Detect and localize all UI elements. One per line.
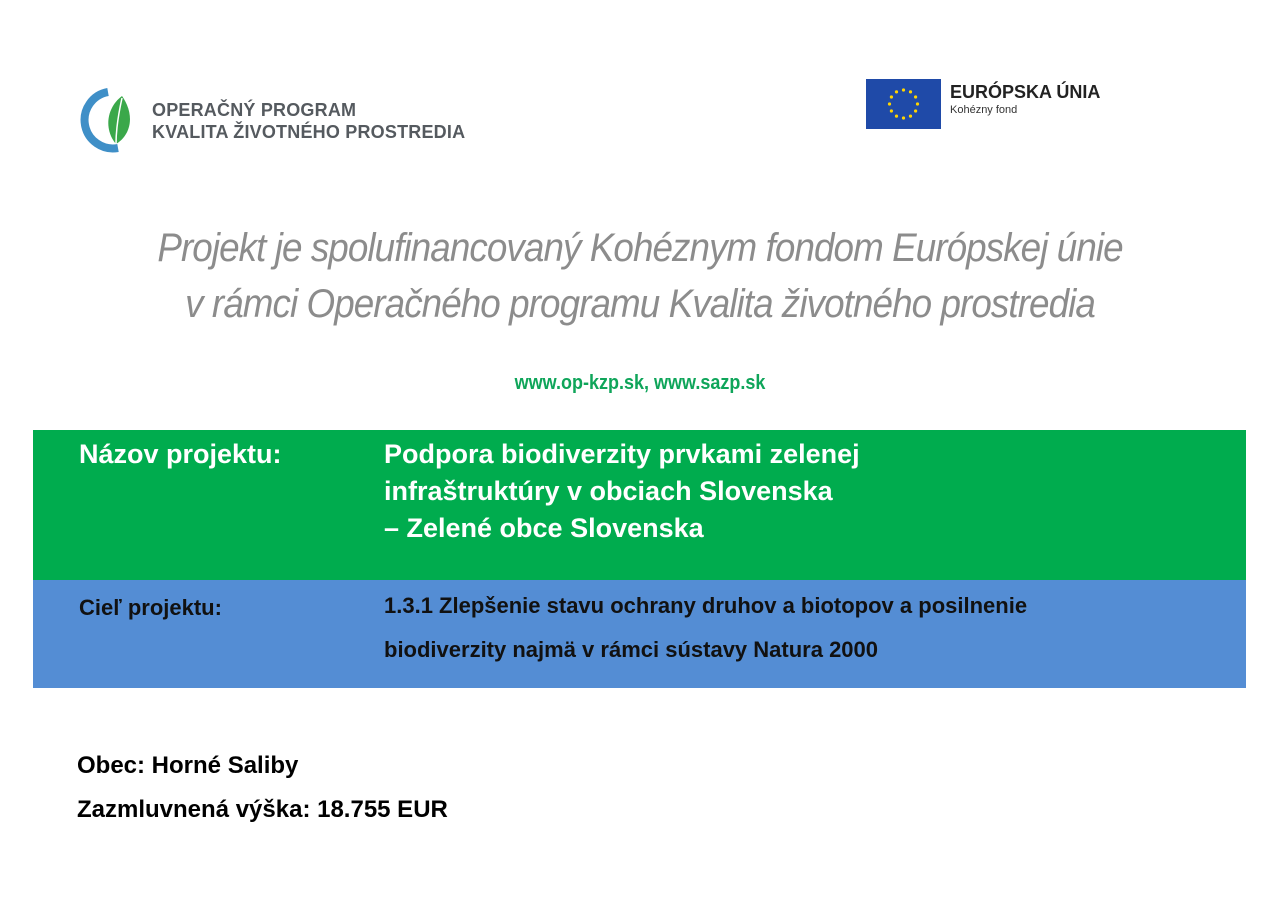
headline-line1: Projekt je spolufinancovaný Kohéznym fondom Európskej únie xyxy=(157,226,1123,270)
leaf-circle-logo-icon xyxy=(78,86,140,156)
project-name-line1: Podpora biodiverzity prvkami zelenej xyxy=(384,439,860,469)
project-name-value xyxy=(384,436,860,547)
website-links: www.op-kzp.sk, www.sazp.sk xyxy=(514,372,766,394)
project-name-line3: – Zelené obce Slovenska xyxy=(384,513,704,543)
eu-subtitle: Kohézny fond xyxy=(950,104,1018,116)
project-name-band xyxy=(33,430,1246,580)
project-goal-value xyxy=(384,584,1204,672)
municipality-text: Obec: Horné Saliby xyxy=(77,752,299,779)
op-logo-text xyxy=(152,99,465,143)
project-goal-line2: biodiverzity najmä v rámci sústavy Natura 2000 xyxy=(384,637,879,662)
op-kzp-logo xyxy=(78,86,465,156)
contract-amount-text: Zazmluvnená výška: 18.755 EUR xyxy=(77,796,448,823)
project-goal-line1: 1.3.1 Zlepšenie stavu ochrany druhov a biotopov a posilnenie xyxy=(384,593,1028,618)
funding-headline xyxy=(51,220,1229,332)
headline-line2: v rámci Operačného programu Kvalita životného prostredia xyxy=(185,282,1095,326)
project-goal-band xyxy=(33,580,1246,688)
op-logo-line2: KVALITA ŽIVOTNÉHO PROSTREDIA xyxy=(152,122,466,142)
eu-flag-icon xyxy=(866,79,941,129)
project-name-line2: infraštruktúry v obciach Slovenska xyxy=(384,476,833,506)
eu-logo xyxy=(866,79,1100,129)
project-goal-label: Cieľ projektu: xyxy=(79,595,222,620)
op-logo-line1: OPERAČNÝ PROGRAM xyxy=(152,100,357,120)
eu-title: EURÓPSKA ÚNIA xyxy=(950,82,1101,102)
project-name-label: Názov projektu: xyxy=(79,439,282,469)
